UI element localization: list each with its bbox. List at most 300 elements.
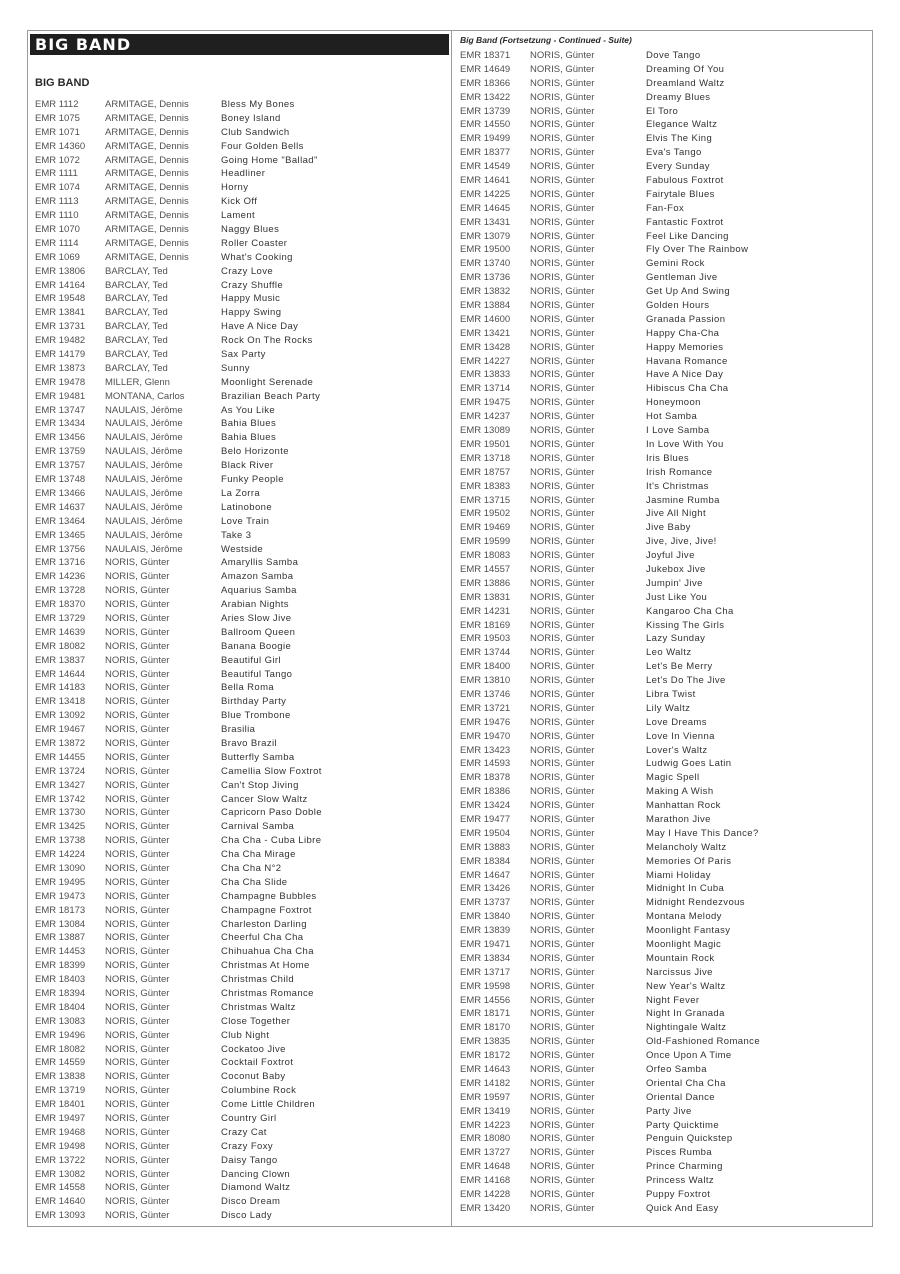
song-title: Orfeo Samba (646, 1064, 707, 1076)
song-title: Ballroom Queen (221, 626, 296, 638)
song-title: Christmas Waltz (221, 1001, 296, 1013)
song-title: Four Golden Bells (221, 140, 304, 152)
catalog-number: EMR 13427 (35, 779, 86, 791)
song-title: Fabulous Foxtrot (646, 175, 724, 187)
catalog-number: EMR 19468 (35, 1126, 86, 1138)
catalog-row (460, 563, 870, 577)
catalog-row (35, 515, 445, 529)
catalog-row (460, 341, 870, 355)
catalog-number: EMR 18757 (460, 466, 511, 478)
catalog-number: EMR 13082 (35, 1168, 86, 1180)
catalog-number: EMR 18401 (35, 1099, 86, 1111)
catalog-row (35, 543, 445, 557)
artist-name: NORIS, Günter (530, 1077, 595, 1089)
artist-name: NORIS, Günter (105, 557, 170, 569)
song-title: Get Up And Swing (646, 286, 731, 298)
catalog-number: EMR 14228 (460, 1189, 511, 1201)
catalog-number: EMR 13730 (35, 807, 86, 819)
catalog-number: EMR 1111 (35, 168, 78, 180)
artist-name: NORIS, Günter (105, 612, 170, 624)
song-title: Can't Stop Jiving (221, 779, 299, 791)
song-title: Dreaming Of You (646, 63, 725, 75)
catalog-number: EMR 18394 (35, 988, 86, 999)
song-title: Sunny (221, 362, 250, 374)
song-title: As You Like (221, 404, 276, 416)
song-title: Blue Trombone (221, 710, 291, 722)
song-title: Elegance Waltz (646, 119, 718, 131)
catalog-number: EMR 14645 (460, 202, 511, 214)
song-title: Eva's Tango (646, 147, 702, 159)
song-title: Charleston Darling (221, 918, 307, 930)
song-title: Happy Memories (646, 341, 724, 353)
artist-name: NORIS, Günter (530, 133, 595, 145)
song-title: Gentleman Jive (646, 272, 718, 284)
catalog-number: EMR 13841 (35, 307, 86, 319)
song-title: Lily Waltz (646, 702, 691, 714)
song-title: Old-Fashioned Romance (646, 1036, 761, 1048)
song-title: Moonlight Magic (646, 939, 722, 950)
catalog-row (35, 654, 445, 668)
catalog-number: EMR 13806 (35, 265, 86, 277)
song-title: Disco Dream (221, 1196, 281, 1208)
catalog-row (35, 529, 445, 543)
artist-name: NORIS, Günter (530, 730, 595, 742)
catalog-row (35, 598, 445, 612)
artist-name: NORIS, Günter (530, 1064, 595, 1076)
artist-name: NORIS, Günter (530, 813, 595, 825)
catalog-row (460, 966, 870, 980)
catalog-number: EMR 14639 (35, 626, 86, 638)
catalog-number: EMR 19478 (35, 376, 86, 388)
song-title: Love In Vienna (646, 730, 715, 742)
artist-name: NORIS, Günter (530, 105, 595, 117)
catalog-number: EMR 14644 (35, 668, 86, 680)
catalog-number: EMR 13872 (35, 737, 86, 749)
song-title: Memories Of Paris (646, 855, 732, 867)
catalog-row (35, 1056, 445, 1070)
song-title: Iris Blues (646, 452, 690, 464)
catalog-row (460, 160, 870, 174)
catalog-row (460, 994, 870, 1008)
catalog-row (35, 459, 445, 473)
artist-name: NORIS, Günter (105, 904, 170, 916)
song-title: Lazy Sunday (646, 633, 706, 645)
catalog-row (460, 1007, 870, 1021)
song-title: Crazy Love (221, 265, 274, 277)
artist-name: BARCLAY, Ted (105, 307, 168, 319)
catalog-row (35, 1168, 445, 1182)
artist-name: NORIS, Günter (530, 1091, 595, 1103)
catalog-row (35, 279, 445, 293)
song-title: Cancer Slow Waltz (221, 793, 308, 805)
catalog-number: EMR 13418 (35, 696, 86, 708)
catalog-number: EMR 14647 (460, 869, 511, 881)
catalog-number: EMR 18371 (460, 50, 511, 61)
artist-name: BARCLAY, Ted (105, 279, 168, 291)
artist-name: NORIS, Günter (105, 807, 170, 819)
song-title: Cha Cha Slide (221, 876, 288, 888)
song-title: Funky People (221, 474, 284, 486)
song-title: Lover's Waltz (646, 744, 708, 756)
artist-name: NORIS, Günter (105, 988, 170, 999)
catalog-number: EMR 13422 (460, 91, 511, 103)
artist-name: NAULAIS, Jérôme (105, 515, 183, 527)
catalog-number: EMR 14223 (460, 1119, 511, 1131)
artist-name: NORIS, Günter (105, 1057, 170, 1069)
catalog-number: EMR 19473 (35, 890, 86, 902)
catalog-row (460, 63, 870, 77)
artist-name: MONTANA, Carlos (105, 390, 185, 402)
catalog-number: EMR 14164 (35, 279, 86, 291)
catalog-row (35, 292, 445, 306)
artist-name: NORIS, Günter (105, 710, 170, 722)
song-title: Miami Holiday (646, 869, 711, 881)
continued-heading: Big Band (Fortsetzung - Continued - Suite) (460, 35, 632, 45)
artist-name: NORIS, Günter (530, 341, 595, 353)
song-title: Let's Do The Jive (646, 675, 726, 687)
catalog-number: EMR 18366 (460, 77, 511, 89)
catalog-row (35, 1015, 445, 1029)
song-title: Christmas At Home (221, 960, 310, 972)
artist-name: NORIS, Günter (105, 974, 170, 986)
artist-name: NORIS, Günter (530, 827, 595, 839)
catalog-row (35, 445, 445, 459)
artist-name: NORIS, Günter (530, 522, 595, 534)
catalog-number: EMR 13746 (460, 688, 511, 700)
catalog-number: EMR 13717 (460, 966, 511, 978)
artist-name: NORIS, Günter (530, 258, 595, 270)
song-title: Amaryllis Samba (221, 557, 299, 569)
catalog-number: EMR 14455 (35, 751, 86, 763)
artist-name: NORIS, Günter (530, 786, 595, 798)
catalog-row (460, 368, 870, 382)
artist-name: NORIS, Günter (530, 1119, 595, 1131)
song-title: Midnight Rendezvous (646, 897, 745, 909)
catalog-row (460, 1049, 870, 1063)
catalog-row (460, 1091, 870, 1105)
artist-name: NORIS, Günter (105, 571, 170, 583)
song-title: Party Jive (646, 1105, 692, 1117)
catalog-row (460, 243, 870, 257)
artist-name: NORIS, Günter (530, 425, 595, 437)
song-title: Dreamland Waltz (646, 77, 725, 89)
section-heading: BIG BAND (35, 77, 90, 89)
song-title: Honeymoon (646, 397, 701, 409)
catalog-row (35, 112, 445, 126)
artist-name: NORIS, Günter (105, 960, 170, 972)
catalog-row (460, 438, 870, 452)
artist-name: NORIS, Günter (105, 932, 170, 944)
song-title: Dreamy Blues (646, 91, 711, 103)
song-title: Birthday Party (221, 696, 287, 708)
song-title: Kangaroo Cha Cha (646, 605, 734, 617)
catalog-row (460, 466, 870, 480)
catalog-number: EMR 13093 (35, 1210, 86, 1222)
catalog-row (460, 799, 870, 813)
song-title: Banana Boogie (221, 640, 292, 652)
catalog-number: EMR 19496 (35, 1029, 86, 1041)
catalog-number: EMR 18169 (460, 619, 511, 631)
artist-name: NORIS, Günter (105, 862, 170, 874)
song-title: Aquarius Samba (221, 585, 297, 597)
song-title: Just Like You (646, 591, 708, 603)
song-title: Fantastic Foxtrot (646, 216, 724, 228)
catalog-row (460, 188, 870, 202)
artist-name: NORIS, Günter (105, 585, 170, 597)
artist-name: NORIS, Günter (530, 202, 595, 214)
song-title: Lament (221, 210, 256, 222)
catalog-number: EMR 13728 (35, 585, 86, 597)
catalog-row (460, 785, 870, 799)
catalog-number: EMR 19504 (460, 827, 511, 839)
artist-name: NORIS, Günter (530, 702, 595, 714)
catalog-number: EMR 14649 (460, 63, 511, 75)
song-title: Mountain Rock (646, 952, 715, 964)
catalog-row (460, 938, 870, 952)
catalog-number: EMR 18399 (35, 960, 86, 972)
catalog-row (35, 167, 445, 181)
catalog-number: EMR 13810 (460, 675, 511, 687)
artist-name: NORIS, Günter (530, 841, 595, 853)
catalog-number: EMR 19467 (35, 724, 86, 736)
catalog-number: EMR 14559 (35, 1057, 86, 1069)
artist-name: NORIS, Günter (105, 1071, 170, 1083)
song-title: El Toro (646, 105, 679, 117)
song-title: Gemini Rock (646, 258, 705, 270)
song-title: Dove Tango (646, 50, 701, 61)
artist-name: ARMITAGE, Dennis (105, 168, 189, 180)
catalog-number: EMR 1075 (35, 112, 80, 124)
artist-name: NORIS, Günter (105, 1210, 170, 1222)
artist-name: NORIS, Günter (105, 1140, 170, 1152)
catalog-row (460, 1160, 870, 1174)
catalog-row (35, 973, 445, 987)
catalog-number: EMR 1074 (35, 182, 80, 194)
catalog-row (35, 695, 445, 709)
catalog-row (460, 1188, 870, 1202)
catalog-number: EMR 14550 (460, 119, 511, 131)
catalog-number: EMR 18400 (460, 661, 511, 673)
artist-name: NORIS, Günter (530, 244, 595, 256)
catalog-number: EMR 19598 (460, 980, 511, 992)
catalog-number: EMR 13714 (460, 383, 511, 395)
song-title: Pisces Rumba (646, 1147, 713, 1159)
catalog-row (460, 924, 870, 938)
artist-name: ARMITAGE, Dennis (105, 126, 189, 138)
artist-name: NORIS, Günter (105, 682, 170, 694)
catalog-row (35, 98, 445, 112)
artist-name: NORIS, Günter (530, 994, 595, 1006)
song-title: Roller Coaster (221, 237, 288, 249)
catalog-row (460, 299, 870, 313)
song-title: Arabian Nights (221, 599, 289, 611)
catalog-row (35, 223, 445, 237)
song-title: Golden Hours (646, 300, 710, 312)
song-title: Elvis The King (646, 133, 713, 145)
catalog-number: EMR 13719 (35, 1085, 86, 1097)
artist-name: ARMITAGE, Dennis (105, 140, 189, 152)
catalog-number: EMR 13423 (460, 744, 511, 756)
artist-name: NORIS, Günter (105, 599, 170, 611)
catalog-number: EMR 1070 (35, 224, 80, 236)
song-title: Club Sandwich (221, 126, 290, 138)
catalog-row (460, 716, 870, 730)
song-title: Come Little Children (221, 1099, 316, 1111)
song-title: Joyful Jive (646, 550, 695, 562)
catalog-row (35, 362, 445, 376)
song-title: Jive, Jive, Jive! (646, 536, 717, 548)
song-title: Fairytale Blues (646, 188, 715, 200)
song-title: Happy Swing (221, 307, 282, 319)
catalog-row (460, 1174, 870, 1188)
artist-name: NAULAIS, Jérôme (105, 487, 183, 499)
catalog-number: EMR 19482 (35, 335, 86, 347)
catalog-row (35, 876, 445, 890)
catalog-row (460, 757, 870, 771)
artist-name: NORIS, Günter (105, 946, 170, 958)
catalog-row (35, 431, 445, 445)
catalog-number: EMR 18173 (35, 904, 86, 916)
catalog-row (35, 1209, 445, 1223)
catalog-row (460, 1146, 870, 1160)
catalog-row (460, 257, 870, 271)
catalog-row (35, 1098, 445, 1112)
artist-name: NORIS, Günter (105, 849, 170, 861)
song-title: Black River (221, 460, 274, 472)
catalog-number: EMR 18172 (460, 1050, 511, 1062)
section-banner: BIG BAND (30, 34, 449, 55)
catalog-row (460, 1105, 870, 1119)
catalog-row (460, 688, 870, 702)
catalog-row (460, 813, 870, 827)
catalog-row (35, 404, 445, 418)
catalog-row (460, 285, 870, 299)
catalog-row (460, 202, 870, 216)
catalog-number: EMR 18080 (460, 1133, 511, 1145)
artist-name: NORIS, Günter (105, 724, 170, 736)
artist-name: NORIS, Günter (105, 1113, 170, 1125)
catalog-number: EMR 13747 (35, 404, 86, 416)
song-title: Crazy Cat (221, 1126, 267, 1138)
artist-name: NORIS, Günter (105, 835, 170, 847)
catalog-row (35, 556, 445, 570)
catalog-row (35, 640, 445, 654)
catalog-row (460, 619, 870, 633)
catalog-row (460, 771, 870, 785)
artist-name: NORIS, Günter (530, 77, 595, 89)
catalog-number: EMR 13090 (35, 862, 86, 874)
song-title: Belo Horizonte (221, 446, 289, 458)
song-title: Once Upon A Time (646, 1050, 732, 1062)
artist-name: NORIS, Günter (105, 876, 170, 888)
catalog-row (35, 1084, 445, 1098)
song-title: Columbine Rock (221, 1085, 297, 1097)
song-title: Hot Samba (646, 411, 698, 423)
catalog-number: EMR 19471 (460, 939, 511, 950)
catalog-number: EMR 1114 (35, 237, 79, 249)
catalog-row (460, 702, 870, 716)
catalog-row (35, 251, 445, 265)
catalog-row (35, 709, 445, 723)
artist-name: NORIS, Günter (530, 869, 595, 881)
catalog-row (35, 195, 445, 209)
catalog-row (460, 1063, 870, 1077)
artist-name: NORIS, Günter (530, 577, 595, 589)
catalog-number: EMR 13727 (460, 1147, 511, 1159)
catalog-number: EMR 13431 (460, 216, 511, 228)
song-title: Have A Nice Day (646, 369, 724, 381)
song-title: Camellia Slow Foxtrot (221, 765, 322, 777)
catalog-number: EMR 14453 (35, 946, 86, 958)
catalog-number: EMR 13434 (35, 418, 86, 430)
catalog-number: EMR 1069 (35, 251, 80, 263)
catalog-number: EMR 14179 (35, 349, 86, 361)
catalog-number: EMR 13759 (35, 446, 86, 458)
catalog-row (35, 793, 445, 807)
catalog-row (460, 744, 870, 758)
catalog-number: EMR 1072 (35, 154, 80, 166)
song-title: New Year's Waltz (646, 980, 726, 992)
artist-name: BARCLAY, Ted (105, 293, 168, 305)
song-title: Every Sunday (646, 161, 710, 173)
artist-name: NORIS, Günter (530, 313, 595, 325)
artist-name: NORIS, Günter (105, 765, 170, 777)
catalog-row (460, 827, 870, 841)
artist-name: NORIS, Günter (105, 1043, 170, 1055)
artist-name: NORIS, Günter (530, 744, 595, 756)
artist-name: NAULAIS, Jérôme (105, 474, 183, 486)
catalog-number: EMR 14643 (460, 1064, 511, 1076)
catalog-number: EMR 13831 (460, 591, 511, 603)
artist-name: NORIS, Günter (105, 668, 170, 680)
catalog-row (460, 396, 870, 410)
catalog-number: EMR 13456 (35, 432, 86, 444)
artist-name: NORIS, Günter (530, 1189, 595, 1201)
catalog-number: EMR 13835 (460, 1036, 511, 1048)
catalog-number: EMR 13079 (460, 230, 511, 242)
song-title: Beautiful Tango (221, 668, 293, 680)
catalog-row (35, 959, 445, 973)
artist-name: NORIS, Günter (530, 550, 595, 562)
catalog-number: EMR 19497 (35, 1113, 86, 1125)
catalog-number: EMR 13092 (35, 710, 86, 722)
song-title: Puppy Foxtrot (646, 1189, 711, 1201)
catalog-number: EMR 13744 (460, 647, 511, 659)
song-title: In Love With You (646, 438, 724, 450)
song-title: Fan-Fox (646, 202, 685, 214)
artist-name: BARCLAY, Ted (105, 349, 168, 361)
catalog-number: EMR 13886 (460, 577, 511, 589)
artist-name: ARMITAGE, Dennis (105, 112, 189, 124)
catalog-number: EMR 13739 (460, 105, 511, 117)
song-title: Bella Roma (221, 682, 275, 694)
catalog-number: EMR 18082 (35, 1043, 86, 1055)
catalog-row (35, 834, 445, 848)
artist-name: NORIS, Günter (105, 654, 170, 666)
artist-name: NORIS, Günter (530, 1008, 595, 1020)
catalog-number: EMR 18403 (35, 974, 86, 986)
artist-name: NORIS, Günter (530, 716, 595, 728)
catalog-number: EMR 13740 (460, 258, 511, 270)
artist-name: NORIS, Günter (530, 369, 595, 381)
artist-name: NORIS, Günter (530, 161, 595, 173)
catalog-number: EMR 18383 (460, 480, 511, 492)
catalog-number: EMR 13715 (460, 494, 511, 506)
song-title: Chihuahua Cha Cha (221, 946, 314, 958)
catalog-row (460, 216, 870, 230)
artist-name: NORIS, Günter (105, 779, 170, 791)
catalog-row (35, 931, 445, 945)
